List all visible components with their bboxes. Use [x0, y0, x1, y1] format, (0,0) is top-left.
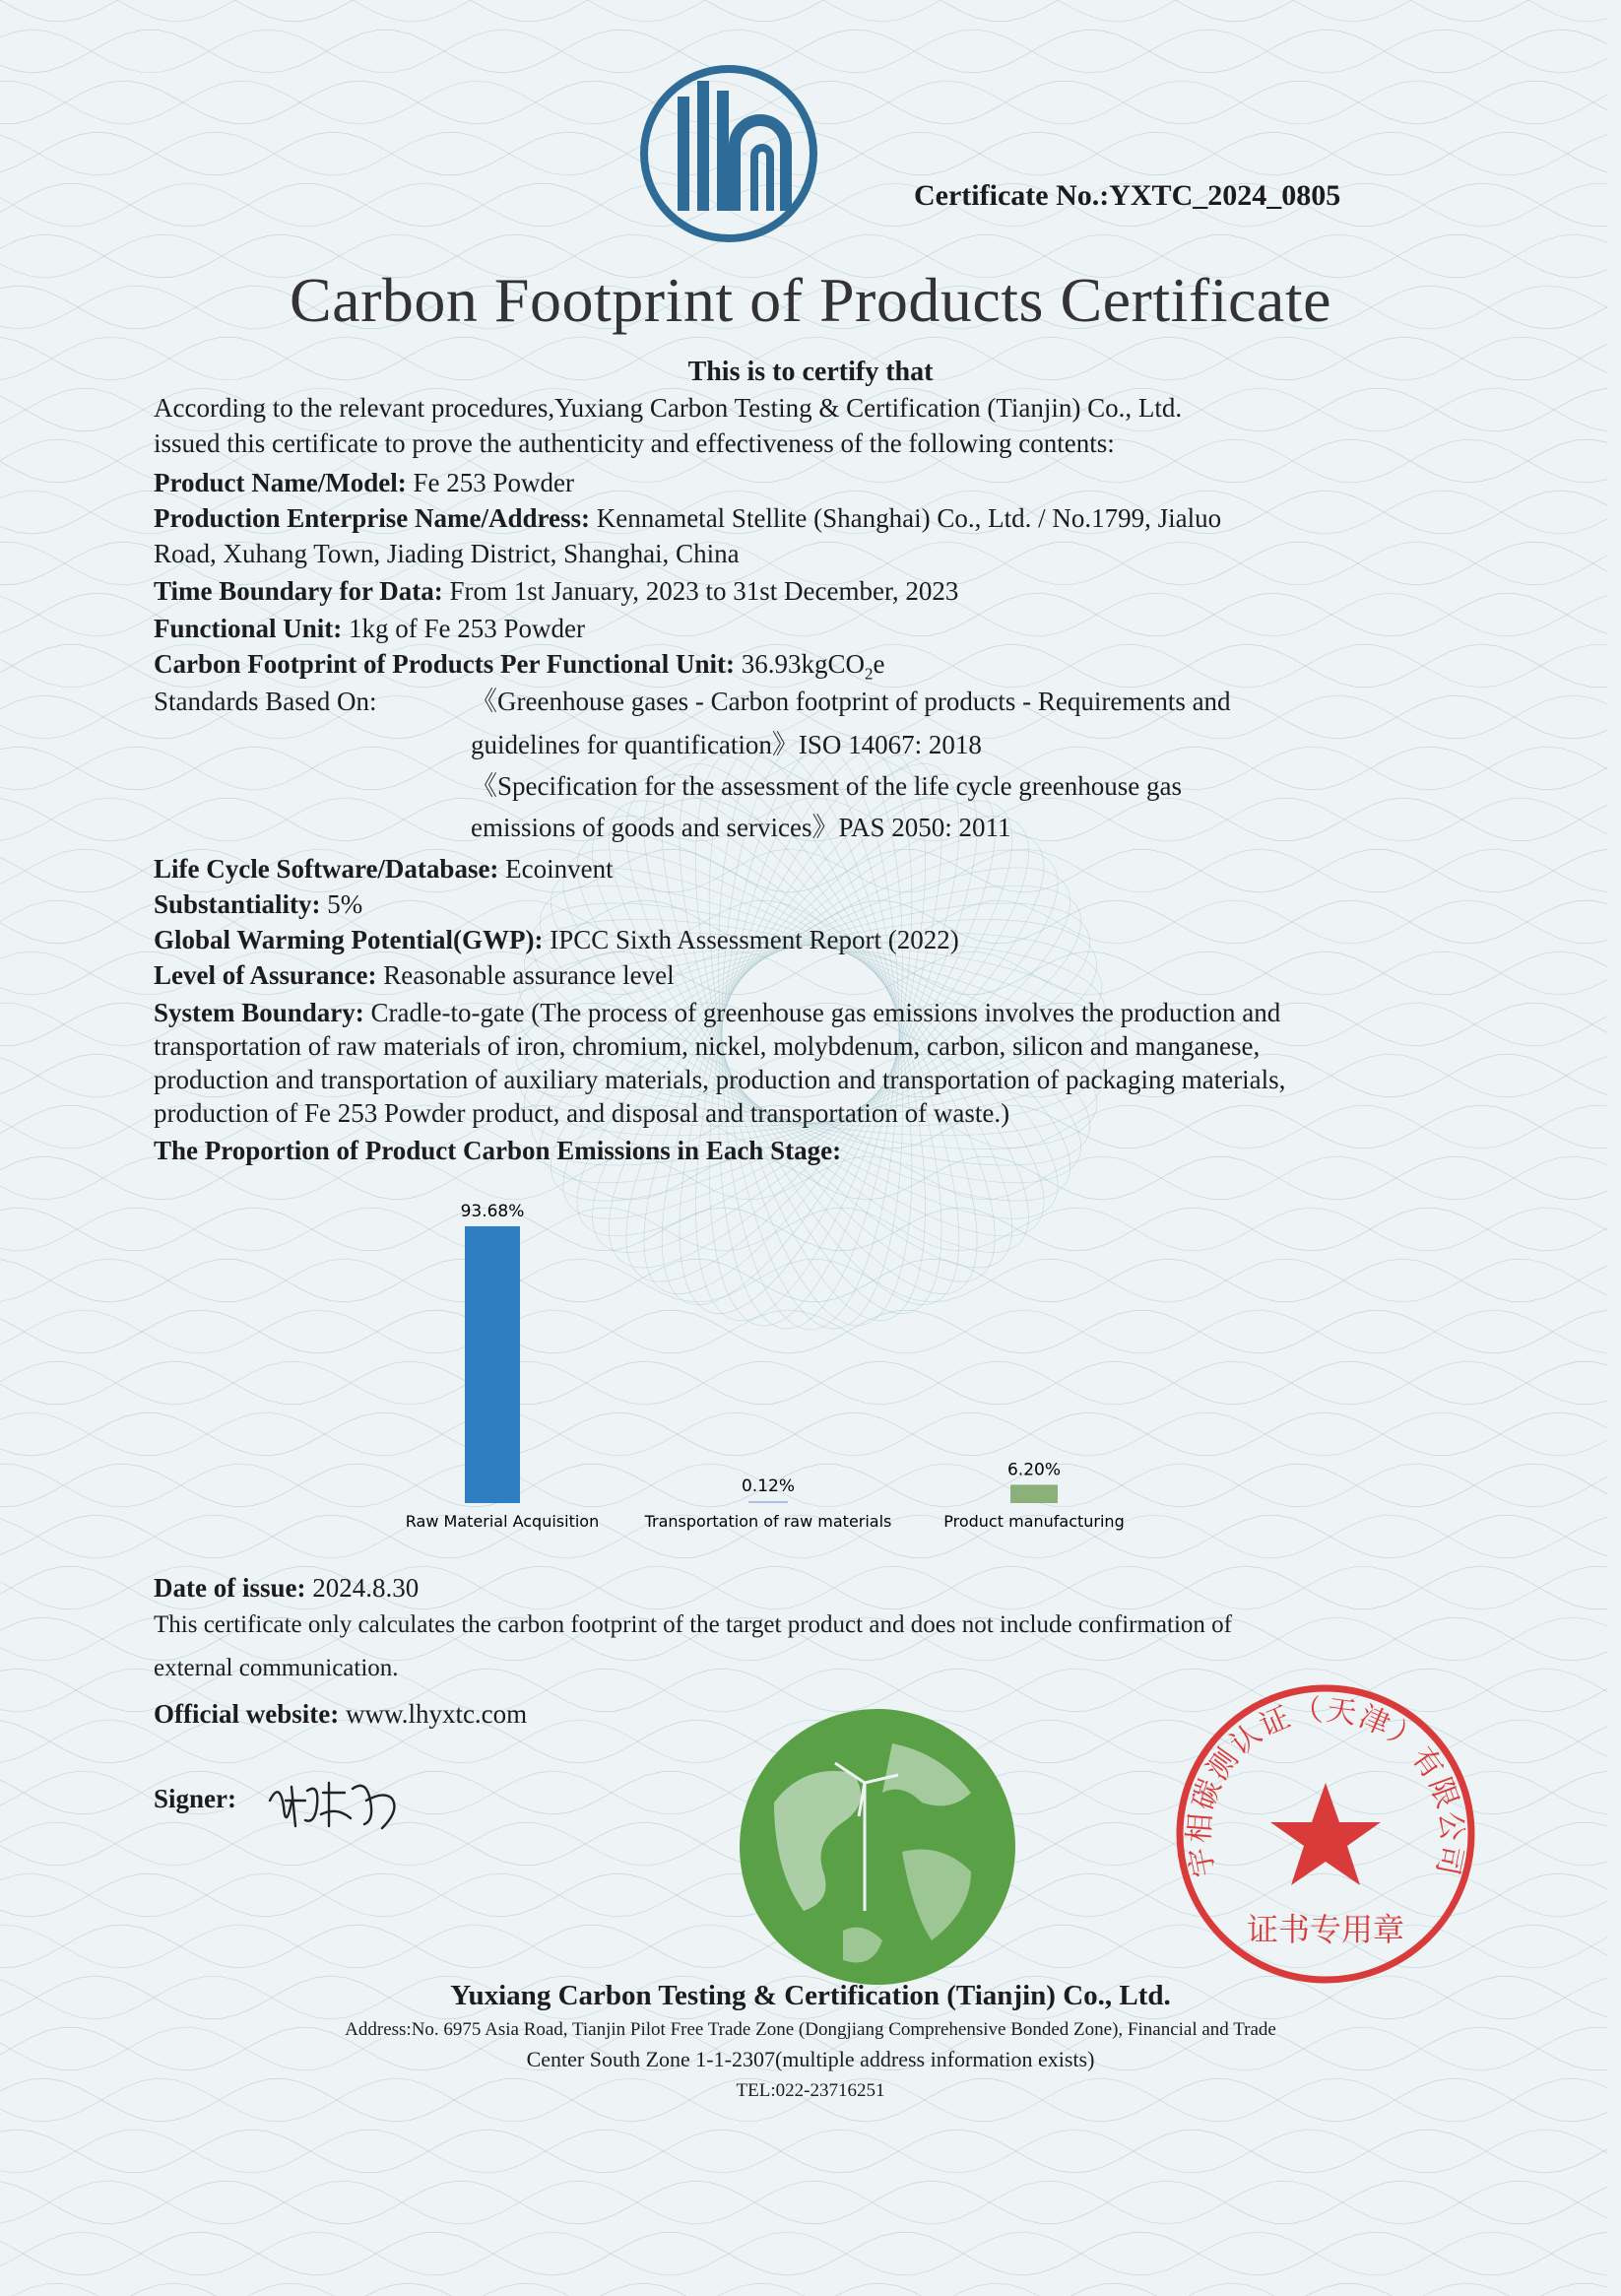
boundary-line-2: transportation of raw materials of iron, chromium, nickel, molybdenum, carbon, silicon and manganese, [154, 1031, 1261, 1061]
footer-address-1: Address:No. 6975 Asia Road, Tianjin Pilot Free Trade Zone (Dongjiang Comprehensive Bonded Zone), Financial and Trade [345, 2019, 1276, 2040]
assurance-field [154, 957, 675, 993]
standards-1a: 《Greenhouse gases - Carbon footprint of products - Requirements and [471, 687, 1231, 716]
substantiality-label: Substantiality: [154, 889, 321, 919]
cfp-value: 36.93kgCO$_2$e [741, 649, 885, 684]
enterprise-label: Production Enterprise Name/Address: [154, 503, 590, 533]
standards-2b: emissions of goods and services》PAS 2050: 2011 [471, 813, 1011, 842]
seal-bottom-text: 证书专用章 [1246, 1911, 1405, 1948]
intro-line-2: issued this certificate to prove the authenticity and effectiveness of the following contents: [154, 428, 1115, 458]
category-label-manufacturing: Product manufacturing [943, 1512, 1125, 1531]
time-label: Time Boundary for Data: [154, 576, 443, 606]
official-seal [1168, 1676, 1483, 1992]
disclaimer-line-1: This certificate only calculates the carbon footprint of the target product and does not include confirmation of [154, 1611, 1232, 1638]
standards-1b: guidelines for quantification》ISO 14067: 2018 [471, 730, 982, 759]
disclaimer-line-2: external communication. [154, 1655, 399, 1681]
category-label-raw-material: Raw Material Acquisition [405, 1512, 600, 1531]
certify-line: This is to certify that [687, 357, 934, 387]
enterprise-field [154, 500, 1221, 536]
certificate-title: Carbon Footprint of Products Certificate [289, 265, 1332, 335]
boundary-line-4: production of Fe 253 Powder product, and disposal and transportation of waste.) [154, 1098, 1010, 1128]
gwp-value: IPCC Sixth Assessment Report (2022) [550, 925, 959, 954]
signature [264, 1771, 412, 1840]
globe-emblem [735, 1704, 1020, 1990]
product-field [154, 465, 574, 500]
unit-value: 1kg of Fe 253 Powder [349, 614, 586, 643]
date-field [154, 1570, 419, 1606]
website-field [154, 1696, 527, 1732]
company-logo [636, 61, 821, 246]
substantiality-field [154, 886, 362, 922]
certificate-number: Certificate No.:YXTC_2024_0805 [914, 179, 1341, 212]
substantiality-value: 5% [327, 889, 363, 919]
bar-manufacturing [1010, 1484, 1058, 1503]
software-label: Life Cycle Software/Database: [154, 854, 499, 884]
bar-transportation [748, 1501, 788, 1503]
date-value: 2024.8.30 [312, 1573, 420, 1603]
assurance-value: Reasonable assurance level [383, 960, 675, 990]
boundary-label: System Boundary: [154, 998, 364, 1027]
time-field [154, 573, 958, 609]
value-label-transportation: 0.12% [741, 1476, 796, 1496]
boundary-line-1: Cradle-to-gate (The process of greenhouse gas emissions involves the production and [370, 998, 1281, 1027]
product-value: Fe 253 Powder [413, 468, 574, 497]
gwp-label: Global Warming Potential(GWP): [154, 925, 544, 954]
enterprise-value-2: Road, Xuhang Town, Jiading District, Shanghai, China [154, 539, 740, 568]
emission-stage-chart [325, 1168, 1231, 1542]
website-label: Official website: [154, 1699, 340, 1729]
software-field [154, 851, 614, 886]
cfp-label: Carbon Footprint of Products Per Functional Unit: [154, 649, 735, 679]
boundary-field [154, 995, 1280, 1030]
seal-text: 宇相碳测认证（天津）有限公司 [1182, 1693, 1469, 1880]
footer-tel: TEL:022-23716251 [736, 2080, 885, 2101]
proportion-heading: The Proportion of Product Carbon Emissions in Each Stage: [154, 1136, 842, 1165]
standards-label: Standards Based On: [154, 687, 377, 716]
category-label-transportation: Transportation of raw materials [644, 1512, 892, 1531]
assurance-label: Level of Assurance: [154, 960, 377, 990]
cfp-subscript: 2 [865, 664, 874, 684]
enterprise-value-1: Kennametal Stellite (Shanghai) Co., Ltd. / No.1799, Jialuo [596, 503, 1222, 533]
product-label: Product Name/Model: [154, 468, 407, 497]
bar-raw-material [465, 1226, 520, 1503]
footer-address-2: Center South Zone 1-1-2307(multiple address information exists) [526, 2047, 1095, 2071]
gwp-field [154, 922, 959, 957]
website-value: www.lhyxtc.com [345, 1699, 528, 1729]
software-value: Ecoinvent [505, 854, 614, 884]
footer-company: Yuxiang Carbon Testing & Certification (Tianjin) Co., Ltd. [450, 1980, 1171, 2011]
signer-label: Signer: [154, 1784, 236, 1813]
time-value: From 1st January, 2023 to 31st December, 2023 [449, 576, 959, 606]
unit-field [154, 611, 585, 646]
value-label-manufacturing: 6.20% [1006, 1460, 1062, 1480]
date-label: Date of issue: [154, 1573, 306, 1603]
intro-line-1: According to the relevant procedures,Yuxiang Carbon Testing & Certification (Tianjin) Co., Ltd. [154, 393, 1183, 423]
boundary-line-3: production and transportation of auxiliary materials, production and transportation of packaging materials, [154, 1065, 1286, 1094]
standards-2a: 《Specification for the assessment of the life cycle greenhouse gas [471, 771, 1182, 801]
unit-label: Functional Unit: [154, 614, 343, 643]
value-label-raw-material: 93.68% [460, 1201, 525, 1221]
